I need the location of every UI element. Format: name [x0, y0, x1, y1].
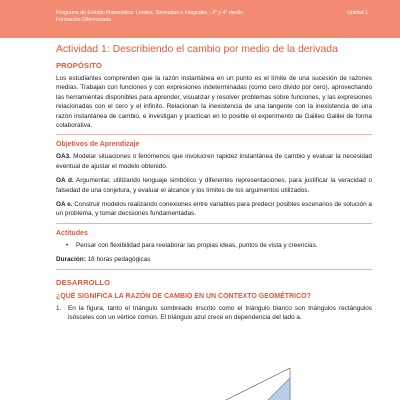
program-line-1: Programa de Estudio Matemática: Límites, Derivadas e Integrales - 3° y 4° medio: [56, 10, 243, 16]
objetivo-text: Argumentar, utilizando lenguaje simbólico y diferentes representaciones, para justificar la veracidad o falsedad de una conjetura, y evaluar el alcance y los límites de los argumentos utilizados.: [56, 177, 373, 194]
program-title: [56, 10, 243, 24]
objetivo-code: OA d.: [56, 177, 74, 185]
activity-title: Actividad 1: Describiendo el cambio por medio de la derivada: [56, 44, 338, 55]
duracion-line: [56, 255, 372, 264]
objetivo-oad: [56, 176, 372, 195]
objetivo-code: OA e.: [56, 201, 73, 209]
actitud-text: Pensar con flexibilidad para reelaborar las propias ideas, puntos de vista y creencias.: [76, 241, 318, 249]
duracion-value: 18 horas pedagógicas: [85, 256, 151, 264]
triangle-figure: [200, 368, 300, 400]
desarrollo-heading: DESARROLLO: [56, 277, 111, 287]
item-text: En la figura, tanto el triángulo sombreado inscrito como el triángulo blanco son triángulos rectángulos isósceles con un vértice común. El triángulo azul crece en dependencia del lado a.: [68, 304, 372, 322]
actitudes-heading: Actitudes: [56, 229, 88, 237]
objetivo-text: Construir modelos realizando conexiones entre variables para predecir posibles escenarios de solución a un problema, y tomar decisiones fundamentadas.: [56, 201, 372, 218]
header-band: [0, 0, 400, 38]
section-divider: [56, 269, 372, 270]
unit-label: Unidad 1: [347, 10, 368, 16]
objetivo-oa3: [56, 152, 372, 171]
section-divider: [56, 134, 372, 135]
duracion-label: Duración:: [56, 256, 86, 264]
desarrollo-question: ¿QUÉ SIGNIFICA LA RAZÓN DE CAMBIO EN UN CONTEXTO GEOMÉTRICO?: [56, 292, 311, 300]
objetivo-code: OA3.: [56, 153, 71, 161]
objetivo-text: Modelar situaciones o fenómenos que involucren rapidez instantánea de cambio y evaluar la necesidad eventual de ajustar el modelo obtenido.: [56, 153, 372, 170]
section-divider: [56, 223, 372, 224]
proposito-heading: PROPÓSITO: [56, 61, 102, 70]
actitud-item: [66, 241, 372, 250]
proposito-text: Los estudiantes comprenden que la razón instantánea en un punto es el límite de una sucesión de razones medias. Trabajan con funciones y con expresiones indeterminadas (como cero divido por cero), aprovechando las herramientas disponibles para aprender, visualizar y resolver problemas sobre funciones, y las expresiones relacionadas con el cero y el infinito. Relacionan la inexistencia de una tangente con la inexistencia de una razón instantánea de cambio, e investigan y practican en lo posible el experimento de Galileo Galilei de forma colaborativa.: [56, 75, 372, 130]
program-line-2: Formación Diferenciada: [56, 17, 112, 23]
objetivos-heading: Objetivos de Aprendizaje: [56, 141, 140, 149]
main-content: [56, 44, 372, 323]
objetivo-oae: [56, 200, 372, 219]
bullet-icon: •: [66, 241, 69, 249]
numbered-item: [56, 304, 372, 323]
item-number: 1.: [56, 304, 62, 312]
